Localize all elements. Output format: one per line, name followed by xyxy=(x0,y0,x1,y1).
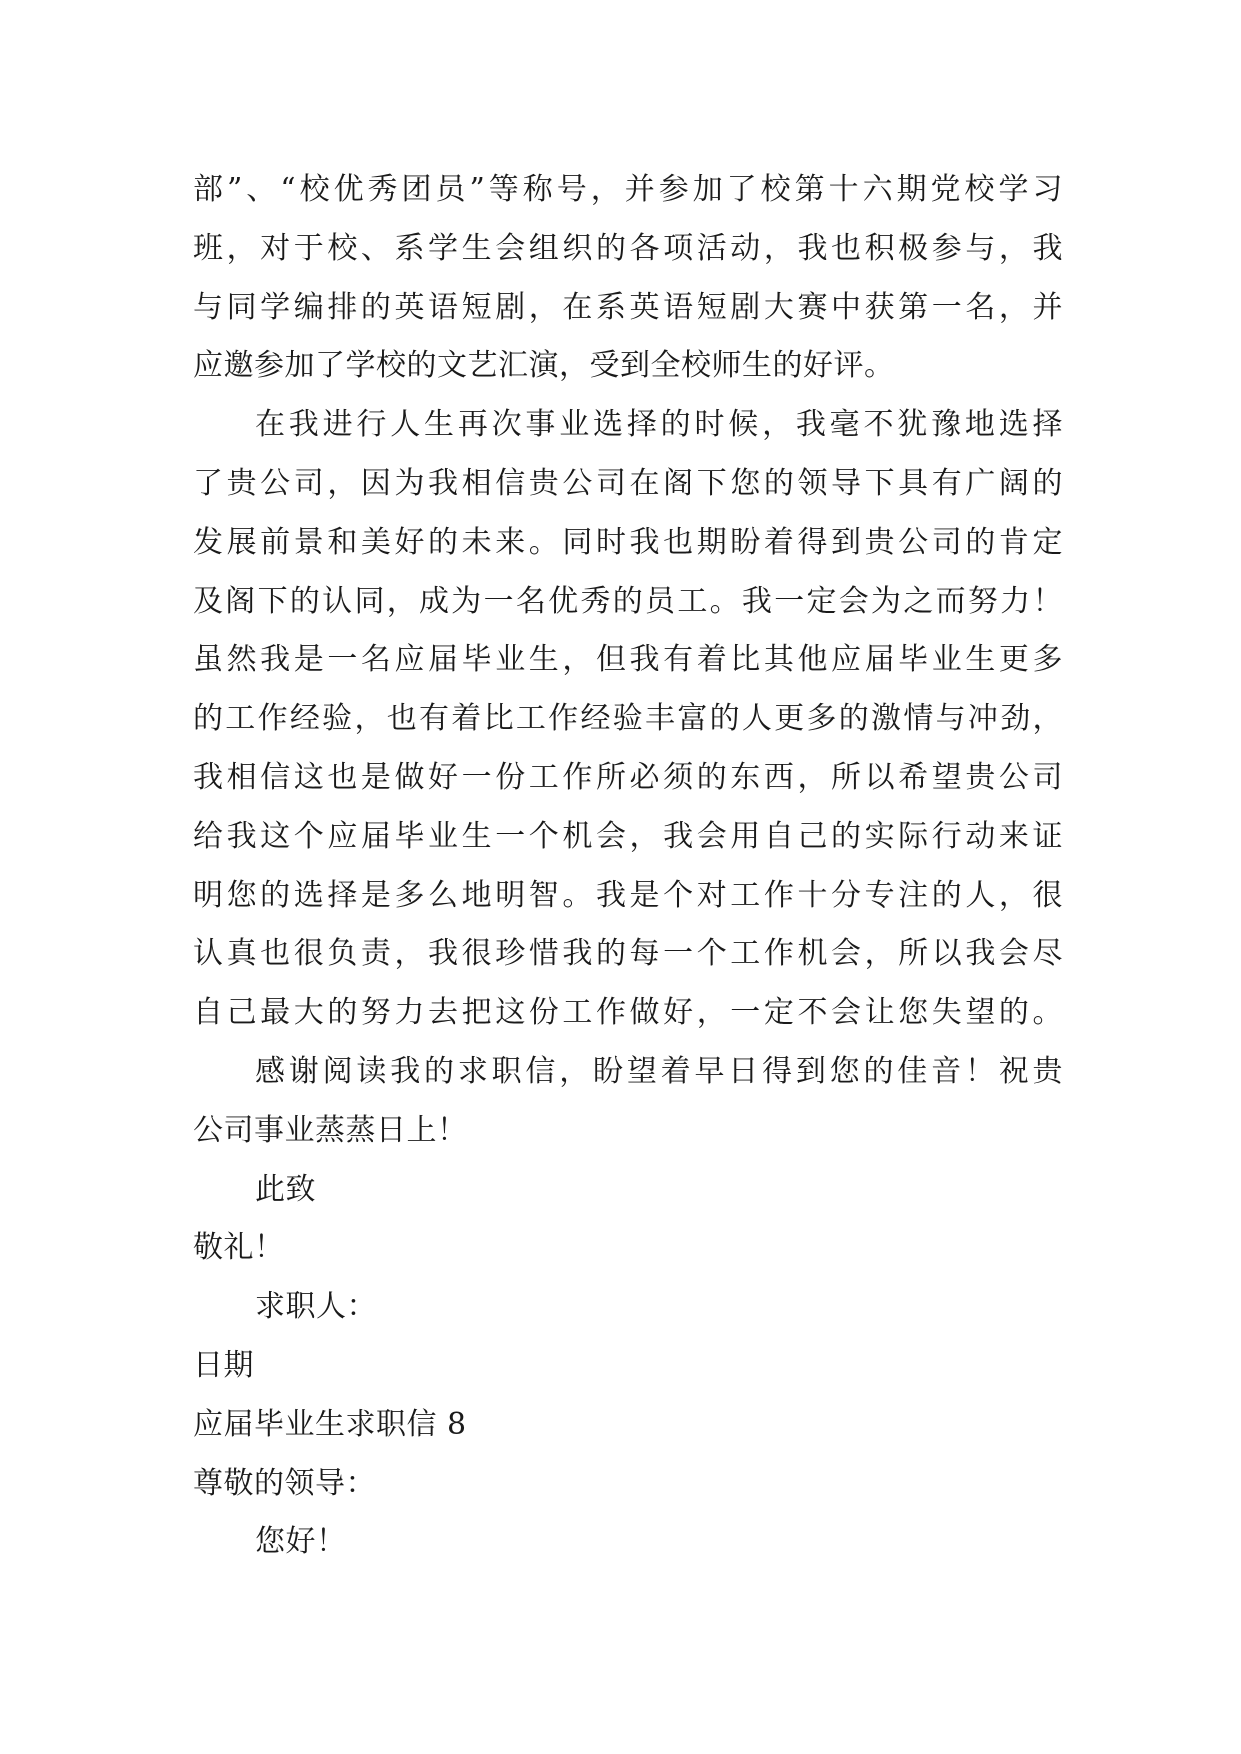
text-line: 部”、“校优秀团员”等称号，并参加了校第十六期党校学习 xyxy=(193,172,1063,207)
text-line: 明您的选择是多么地明智。我是个对工作十分专注的人，很 xyxy=(193,877,1063,913)
text-line: 在我进行人生再次事业选择的时候，我毫不犹豫地选择 xyxy=(255,407,1063,443)
text-line: 了贵公司，因为我相信贵公司在阁下您的领导下具有广阔的 xyxy=(193,465,1063,501)
text-line: 公司事业蒸蒸日上！ xyxy=(193,1112,468,1148)
text-line: 的工作经验，也有着比工作经验丰富的人更多的激情与冲劲， xyxy=(193,701,1063,737)
text-line: 班，对于校、系学生会组织的各项活动，我也积极参与，我 xyxy=(193,230,1063,266)
text-line: 应邀参加了学校的文艺汇演，受到全校师生的好评。 xyxy=(193,348,895,384)
text-line: 虽然我是一名应届毕业生，但我有着比其他应届毕业生更多 xyxy=(193,642,1063,678)
text-line: 与同学编排的英语短剧，在系英语短剧大赛中获第一名，并 xyxy=(193,289,1063,325)
text-line: 感谢阅读我的求职信，盼望着早日得到您的佳音！祝贵 xyxy=(255,1053,1063,1089)
section-title: 应届毕业生求职信 8 xyxy=(193,1406,467,1442)
text-line: 发展前景和美好的未来。同时我也期盼着得到贵公司的肯定 xyxy=(193,524,1063,560)
applicant-label: 求职人： xyxy=(255,1289,377,1325)
greeting: 您好！ xyxy=(255,1524,347,1560)
text-line: 自己最大的努力去把这份工作做好，一定不会让您失望的。 xyxy=(193,995,1063,1031)
text-line: 我相信这也是做好一份工作所必须的东西，所以希望贵公司 xyxy=(193,759,1063,795)
letter-body xyxy=(193,161,1063,1572)
text-line: 认真也很负责，我很珍惜我的每一个工作机会，所以我会尽 xyxy=(193,936,1063,972)
closing-salutation: 此致 xyxy=(255,1171,316,1207)
date-label: 日期 xyxy=(193,1347,254,1383)
text-line: 给我这个应届毕业生一个机会，我会用自己的实际行动来证 xyxy=(193,818,1063,854)
text-line: 及阁下的认同，成为一名优秀的员工。我一定会为之而努力！ xyxy=(193,583,1063,619)
greeting-recipient: 尊敬的领导： xyxy=(193,1465,376,1501)
closing-regards: 敬礼！ xyxy=(193,1230,285,1266)
